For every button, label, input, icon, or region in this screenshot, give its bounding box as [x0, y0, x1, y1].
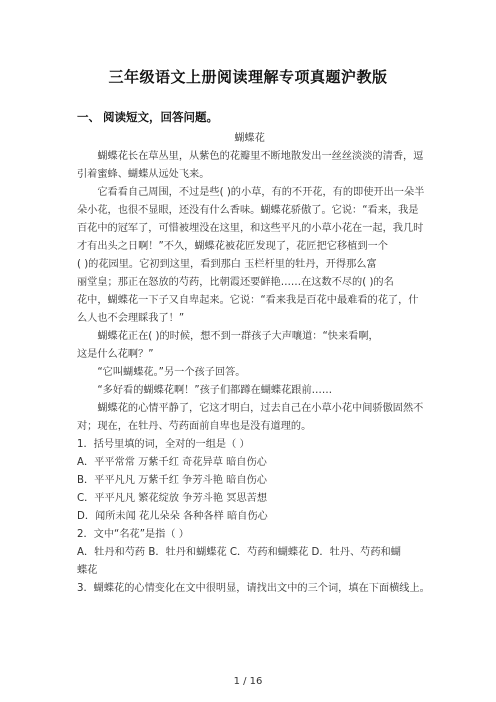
text-line: 才有出头之日啊！”不久，蝴蝶花被花匠发现了，花匠把它移植到一个: [77, 241, 388, 252]
text-line: “它叫蝴蝶花。”另一个孩子回答。: [77, 367, 246, 378]
text-line: 蝴蝶花正在( )的时候，想不到一群孩子大声嚷道：“快来看啊，: [77, 331, 379, 342]
text-line: 这是什么花啊？”: [77, 349, 154, 360]
section-number: 一、: [77, 110, 100, 124]
option-c: C．平平凡凡 繁花绽放 争芳斗艳 冥思苦想: [77, 493, 268, 504]
question-2-options-cont: 蝶花: [77, 565, 98, 576]
page-number: 1 / 16: [233, 676, 263, 687]
text-line: 蝴蝶花的心情平静了，它这才明白，过去自己在小草小花中间骄傲固然不: [77, 403, 424, 414]
document-title: 三年级语文上册阅读理解专项真题沪教版: [108, 68, 388, 86]
text-line: 蝴蝶花长在草丛里，从紫色的花瓣里不断地散发出一丝丝淡淡的清香，逗: [77, 151, 424, 162]
question-3: 3．蝴蝶花的心情变化在文中很明显，请找出文中的三个词，填在下面横线上。: [77, 583, 430, 594]
text-line: ( )的花园里。它初到这里，看到那白 玉栏杆里的牡丹，开得那么富: [77, 259, 377, 270]
option-b: B．平平凡凡 万紫千红 争芳斗艳 暗自伤心: [77, 475, 267, 486]
section-heading: [77, 109, 218, 125]
text-line: 百花中的冠军了，可惜被埋没在这里，和这些平凡的小草小花在一起，我几时: [77, 223, 424, 234]
option-a: A．平平常常 万紫千红 奇花异草 暗自伤心: [77, 457, 267, 468]
text-line: 它看看自己周围，不过是些( )的小草，有的不开花，有的即使开出一朵半: [77, 187, 425, 198]
section-title: 阅读短文，回答问题。: [103, 110, 218, 124]
text-line: 朵小花，也很不显眼，还没有什么香味。蝴蝶花骄傲了。它说：“看来，我是: [77, 205, 419, 216]
text-line: 丽堂皇；那正在怒放的芍药，比朝霞还要鲜艳……在这数不尽的( )的名: [77, 277, 394, 288]
question-2: 2．文中“名花”是指（ ）: [77, 529, 189, 540]
text-line: 么人也不会理睬我了！”: [77, 313, 185, 324]
question-2-options: A．牡丹和芍药 B．牡丹和蝴蝶花 C．芍药和蝴蝶花 D．牡丹、芍药和蝴: [77, 547, 401, 558]
text-line: “多好看的蝴蝶花啊！”孩子们都蹲在蝴蝶花跟前……: [77, 385, 333, 396]
question-1: 1．括号里填的词，全对的一组是（ ）: [77, 439, 250, 450]
option-d: D．闻所未闻 花儿朵朵 各种各样 暗自伤心: [77, 511, 268, 522]
text-line: 对；现在，在牡丹、芍药面前自卑也是没有道理的。: [77, 421, 312, 432]
text-line: 引着蜜蜂、蝴蝶从远处飞来。: [77, 169, 210, 180]
story-title: 蝴蝶花: [234, 133, 265, 144]
text-line: 花中，蝴蝶花一下子又自卑起来。它说：“看来我是百花中最难看的花了，什: [77, 295, 419, 306]
